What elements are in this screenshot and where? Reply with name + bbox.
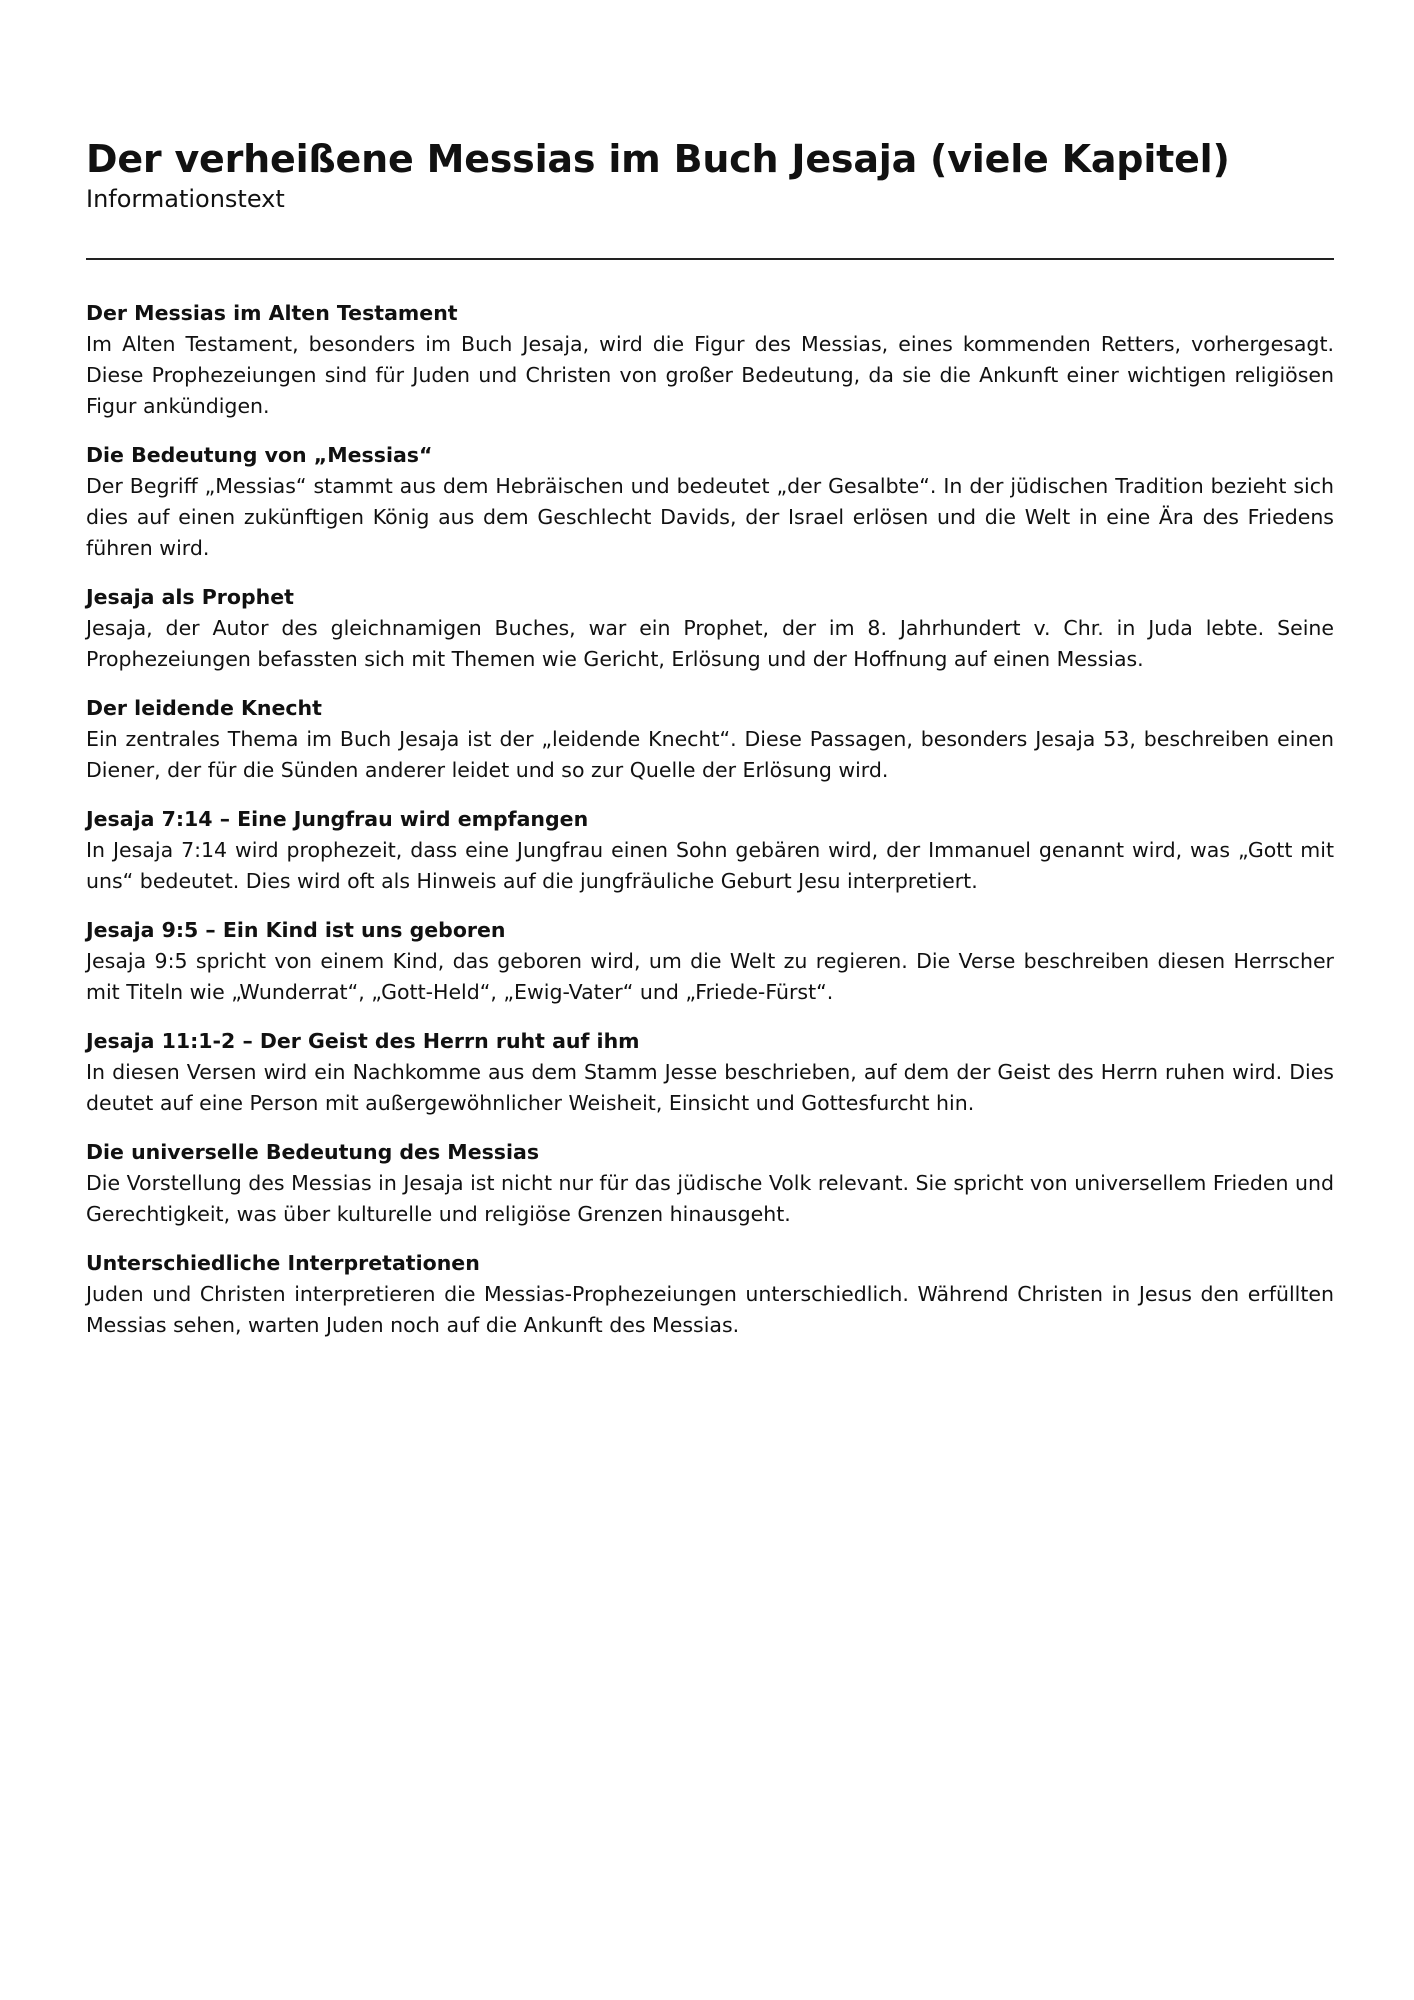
- section-jesaja-9-5: [86, 915, 1334, 1008]
- section-body: Im Alten Testament, besonders im Buch Jesaja, wird die Figur des Messias, eines kommenden Retters, vorhergesagt. Diese Prophezeiungen sind für Juden und Christen von großer Bedeutung, da sie die Ankunft einer wichtigen religiösen Figur ankündigen.: [86, 331, 1334, 418]
- section-body: Ein zentrales Thema im Buch Jesaja ist der „leidende Knecht“. Diese Passagen, besonders Jesaja 53, beschreiben einen Diener, der für die Sünden anderer leidet und so zur Quelle der Erlösung wird.: [86, 726, 1334, 782]
- section-body: Juden und Christen interpretieren die Messias-Prophezeiungen unterschiedlich. Während Christen in Jesus den erfüllten Messias sehen, warten Juden noch auf die Ankunft des Messias.: [86, 1281, 1334, 1337]
- section-body: In Jesaja 7:14 wird prophezeit, dass eine Jungfrau einen Sohn gebären wird, der Immanuel genannt wird, was „Gott mit uns“ bedeutet. Dies wird oft als Hinweis auf die jungfräuliche Geburt Jesu interpretiert.: [86, 837, 1334, 893]
- section-body: Die Vorstellung des Messias in Jesaja ist nicht nur für das jüdische Volk relevant. Sie spricht von universellem Frieden und Gerechtigkeit, was über kulturelle und religiöse Grenzen hinausgeht.: [86, 1170, 1334, 1226]
- section-jesaja-7-14: [86, 804, 1334, 897]
- section-heading: Jesaja als Prophet: [86, 584, 294, 609]
- section-heading: Unterschiedliche Interpretationen: [86, 1250, 480, 1275]
- section-leidende-knecht: [86, 693, 1334, 786]
- section-heading: Der Messias im Alten Testament: [86, 300, 458, 325]
- section-interpretationen: [86, 1248, 1334, 1341]
- document-subtitle: Informationstext: [86, 184, 285, 213]
- section-heading: Jesaja 7:14 – Eine Jungfrau wird empfangen: [86, 806, 589, 831]
- section-heading: Jesaja 11:1-2 – Der Geist des Herrn ruht auf ihm: [86, 1028, 640, 1053]
- section-heading: Die universelle Bedeutung des Messias: [86, 1139, 540, 1164]
- document-page: [86, 138, 1334, 1359]
- section-heading: Jesaja 9:5 – Ein Kind ist uns geboren: [86, 917, 506, 942]
- section-jesaja-prophet: [86, 582, 1334, 675]
- section-messias-altes-testament: [86, 298, 1334, 422]
- document-title: Der verheißene Messias im Buch Jesaja (viele Kapitel): [86, 137, 1230, 181]
- section-body: Jesaja 9:5 spricht von einem Kind, das geboren wird, um die Welt zu regieren. Die Verse beschreiben diesen Herrscher mit Titeln wie „Wunderrat“, „Gott-Held“, „Ewig-Vater“ und „Friede-Fürst“.: [86, 948, 1334, 1004]
- section-body: In diesen Versen wird ein Nachkomme aus dem Stamm Jesse beschrieben, auf dem der Geist des Herrn ruhen wird. Dies deutet auf eine Person mit außergewöhnlicher Weisheit, Einsicht und Gottesfurcht hin.: [86, 1059, 1334, 1115]
- section-jesaja-11-1-2: [86, 1026, 1334, 1119]
- section-body: Der Begriff „Messias“ stammt aus dem Hebräischen und bedeutet „der Gesalbte“. In der jüdischen Tradition bezieht sich dies auf einen zukünftigen König aus dem Geschlecht Davids, der Israel erlösen und die Welt in eine Ära des Friedens führen wird.: [86, 473, 1334, 560]
- title-divider: [86, 258, 1334, 260]
- section-bedeutung-messias: [86, 440, 1334, 564]
- section-heading: Die Bedeutung von „Messias“: [86, 442, 433, 467]
- section-universelle-bedeutung: [86, 1137, 1334, 1230]
- section-heading: Der leidende Knecht: [86, 695, 322, 720]
- section-body: Jesaja, der Autor des gleichnamigen Buches, war ein Prophet, der im 8. Jahrhundert v. Chr. in Juda lebte. Seine Prophezeiungen befassten sich mit Themen wie Gericht, Erlösung und der Hoffnung auf einen Messias.: [86, 615, 1334, 671]
